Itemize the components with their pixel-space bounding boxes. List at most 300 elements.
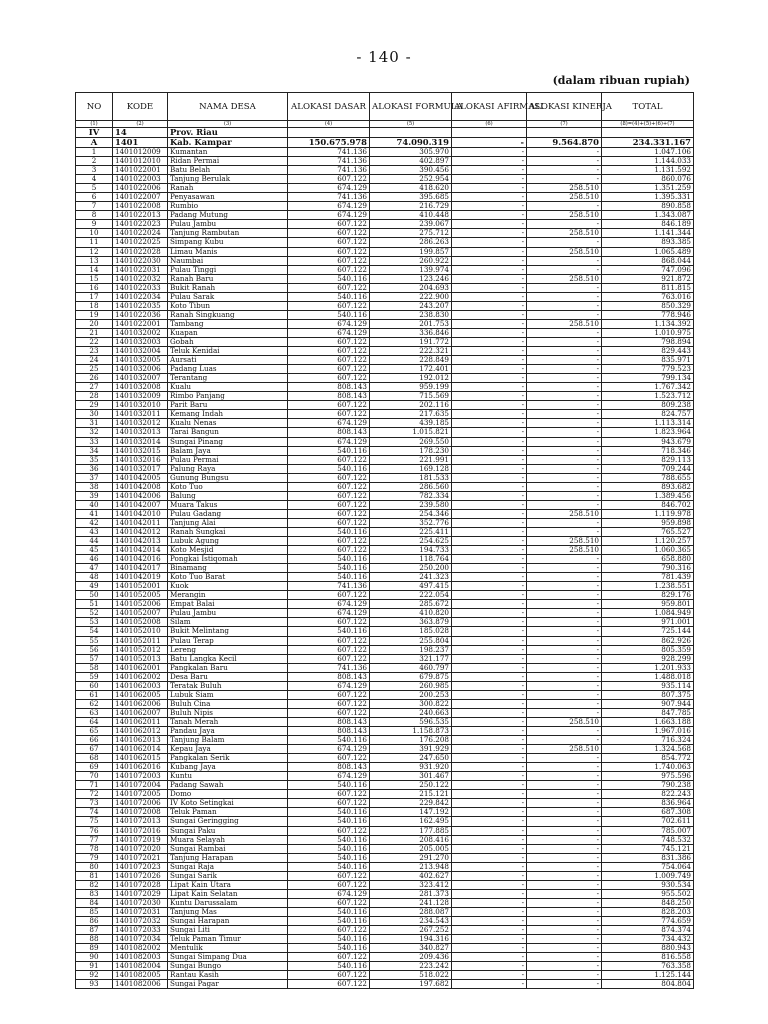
cell-no: 76 bbox=[76, 826, 113, 835]
cell-total: 880.943 bbox=[602, 944, 694, 953]
cell-alokasi-kinerja: 9.564.870 bbox=[527, 138, 602, 148]
cell-kode: 1401022028 bbox=[113, 247, 168, 256]
cell-total: 788.655 bbox=[602, 473, 694, 482]
cell-no: 70 bbox=[76, 772, 113, 781]
cell-nama-desa: Sungai Bungo bbox=[168, 962, 288, 971]
cell-kode: 1401082005 bbox=[113, 971, 168, 980]
cell-total: 774.659 bbox=[602, 916, 694, 925]
cell-nama-desa: Aursati bbox=[168, 356, 288, 365]
cell-nama-desa: Tanjung Alai bbox=[168, 518, 288, 527]
cell-total: 955.502 bbox=[602, 889, 694, 898]
cell-alokasi-kinerja: - bbox=[527, 618, 602, 627]
cell-alokasi-dasar: 607.122 bbox=[288, 473, 370, 482]
cell-alokasi-formula: 418.620 bbox=[370, 184, 452, 193]
cell-kode: 1401022001 bbox=[113, 166, 168, 175]
table-row bbox=[76, 184, 694, 193]
cell-alokasi-formula: 301.467 bbox=[370, 772, 452, 781]
cell-no: 93 bbox=[76, 980, 113, 989]
cell-alokasi-dasar: 674.129 bbox=[288, 745, 370, 754]
cell-alokasi-formula: 222.054 bbox=[370, 591, 452, 600]
cell-no: 2 bbox=[76, 157, 113, 166]
cell-nama-desa: Kualu Nenas bbox=[168, 419, 288, 428]
cell-alokasi-formula: 460.797 bbox=[370, 663, 452, 672]
cell-alokasi-afirmasi: - bbox=[452, 681, 527, 690]
cell-alokasi-dasar: 674.129 bbox=[288, 600, 370, 609]
cell-alokasi-afirmasi bbox=[452, 128, 527, 138]
cell-no: 41 bbox=[76, 509, 113, 518]
cell-alokasi-afirmasi: - bbox=[452, 419, 527, 428]
cell-alokasi-kinerja: - bbox=[527, 148, 602, 157]
cell-alokasi-formula: 172.401 bbox=[370, 365, 452, 374]
cell-alokasi-dasar: 607.122 bbox=[288, 754, 370, 763]
cell-alokasi-dasar: 540.116 bbox=[288, 627, 370, 636]
table-row bbox=[76, 844, 694, 853]
cell-alokasi-dasar: 607.122 bbox=[288, 518, 370, 527]
cell-no: 31 bbox=[76, 419, 113, 428]
cell-kode: 1401052011 bbox=[113, 636, 168, 645]
summary-row bbox=[76, 128, 694, 138]
cell-alokasi-dasar: 607.122 bbox=[288, 509, 370, 518]
cell-nama-desa: Teluk Paman Timur bbox=[168, 935, 288, 944]
cell-nama-desa: Tanah Merah bbox=[168, 717, 288, 726]
cell-nama-desa: IV Koto Setingkai bbox=[168, 799, 288, 808]
cell-alokasi-dasar: 808.143 bbox=[288, 383, 370, 392]
cell-alokasi-dasar: 607.122 bbox=[288, 980, 370, 989]
cell-no: 39 bbox=[76, 491, 113, 500]
cell-kode: 1401032010 bbox=[113, 401, 168, 410]
cell-alokasi-dasar: 741.136 bbox=[288, 148, 370, 157]
cell-alokasi-kinerja: - bbox=[527, 464, 602, 473]
cell-total: 1.144.033 bbox=[602, 157, 694, 166]
cell-alokasi-formula: 239.580 bbox=[370, 500, 452, 509]
cell-alokasi-formula: 931.920 bbox=[370, 763, 452, 772]
cell-alokasi-dasar: 607.122 bbox=[288, 591, 370, 600]
column-index-cell: (4) bbox=[288, 121, 370, 128]
cell-kode: 1401072029 bbox=[113, 889, 168, 898]
cell-alokasi-dasar: 674.129 bbox=[288, 202, 370, 211]
cell-alokasi-afirmasi: - bbox=[452, 374, 527, 383]
table-row bbox=[76, 853, 694, 862]
cell-nama-desa: Pulau Gadang bbox=[168, 509, 288, 518]
cell-no: 5 bbox=[76, 184, 113, 193]
cell-nama-desa: Ranah Singkuang bbox=[168, 310, 288, 319]
cell-alokasi-formula: 202.116 bbox=[370, 401, 452, 410]
cell-alokasi-afirmasi: - bbox=[452, 401, 527, 410]
table-row bbox=[76, 509, 694, 518]
cell-kode: 1401022007 bbox=[113, 193, 168, 202]
cell-nama-desa: Tanjung Rambutan bbox=[168, 229, 288, 238]
cell-alokasi-dasar: 674.129 bbox=[288, 772, 370, 781]
cell-no: 42 bbox=[76, 518, 113, 527]
cell-kode: 1401062003 bbox=[113, 681, 168, 690]
table-row bbox=[76, 645, 694, 654]
cell-alokasi-afirmasi: - bbox=[452, 473, 527, 482]
cell-alokasi-formula: 275.712 bbox=[370, 229, 452, 238]
cell-kode: 1401032017 bbox=[113, 464, 168, 473]
cell-alokasi-kinerja: - bbox=[527, 844, 602, 853]
cell-kode: 1401072006 bbox=[113, 799, 168, 808]
cell-nama-desa: Bukit Melintang bbox=[168, 627, 288, 636]
cell-nama-desa: Parit Baru bbox=[168, 401, 288, 410]
cell-nama-desa: Padang Sawah bbox=[168, 781, 288, 790]
cell-alokasi-formula: 178.230 bbox=[370, 446, 452, 455]
table-row bbox=[76, 871, 694, 880]
cell-kode: 1401032007 bbox=[113, 374, 168, 383]
cell-alokasi-dasar: 607.122 bbox=[288, 971, 370, 980]
cell-alokasi-dasar: 540.116 bbox=[288, 464, 370, 473]
cell-alokasi-afirmasi: - bbox=[452, 518, 527, 527]
cell-alokasi-dasar: 607.122 bbox=[288, 283, 370, 292]
cell-alokasi-formula: 390.456 bbox=[370, 166, 452, 175]
table-row bbox=[76, 392, 694, 401]
cell-alokasi-dasar: 540.116 bbox=[288, 907, 370, 916]
cell-no: 15 bbox=[76, 274, 113, 283]
cell-alokasi-kinerja: - bbox=[527, 663, 602, 672]
cell-alokasi-kinerja: - bbox=[527, 889, 602, 898]
cell-nama-desa: Sungai Geringging bbox=[168, 817, 288, 826]
cell-alokasi-kinerja: - bbox=[527, 283, 602, 292]
cell-alokasi-dasar: 607.122 bbox=[288, 410, 370, 419]
cell-no: 69 bbox=[76, 763, 113, 772]
cell-alokasi-formula: 221.991 bbox=[370, 455, 452, 464]
cell-alokasi-dasar: 150.675.978 bbox=[288, 138, 370, 148]
cell-alokasi-afirmasi: - bbox=[452, 356, 527, 365]
cell-nama-desa: Pulau Terap bbox=[168, 636, 288, 645]
table-row bbox=[76, 808, 694, 817]
cell-total: 1.134.392 bbox=[602, 319, 694, 328]
cell-total: 907.944 bbox=[602, 699, 694, 708]
cell-alokasi-formula: 228.849 bbox=[370, 356, 452, 365]
cell-kode: 1401022036 bbox=[113, 310, 168, 319]
cell-alokasi-kinerja: - bbox=[527, 898, 602, 907]
cell-no: 3 bbox=[76, 166, 113, 175]
cell-total: 1.740.063 bbox=[602, 763, 694, 772]
cell-no: 82 bbox=[76, 880, 113, 889]
cell-total: 930.534 bbox=[602, 880, 694, 889]
table-row bbox=[76, 265, 694, 274]
table-row bbox=[76, 527, 694, 536]
cell-kode: 1401042006 bbox=[113, 491, 168, 500]
table-row bbox=[76, 654, 694, 663]
cell-alokasi-afirmasi: - bbox=[452, 211, 527, 220]
cell-alokasi-formula: 782.334 bbox=[370, 491, 452, 500]
cell-kode: 1401082002 bbox=[113, 944, 168, 953]
cell-alokasi-kinerja: - bbox=[527, 591, 602, 600]
table-row bbox=[76, 211, 694, 220]
cell-kode: 1401042014 bbox=[113, 546, 168, 555]
cell-alokasi-formula: 204.693 bbox=[370, 283, 452, 292]
cell-total: 1.488.018 bbox=[602, 672, 694, 681]
cell-total: 1.125.144 bbox=[602, 971, 694, 980]
cell-kode: 1401042011 bbox=[113, 518, 168, 527]
cell-total: 805.359 bbox=[602, 645, 694, 654]
cell-alokasi-afirmasi: - bbox=[452, 826, 527, 835]
cell-kode: 1401072031 bbox=[113, 907, 168, 916]
cell-kode: 1401022033 bbox=[113, 283, 168, 292]
cell-kode: 1401052010 bbox=[113, 627, 168, 636]
cell-alokasi-kinerja: - bbox=[527, 609, 602, 618]
cell-alokasi-formula: 410.448 bbox=[370, 211, 452, 220]
cell-alokasi-kinerja: - bbox=[527, 935, 602, 944]
cell-nama-desa: Tanjung Mas bbox=[168, 907, 288, 916]
table-row bbox=[76, 229, 694, 238]
cell-nama-desa: Ranah bbox=[168, 184, 288, 193]
cell-alokasi-kinerja: - bbox=[527, 392, 602, 401]
cell-alokasi-dasar: 607.122 bbox=[288, 238, 370, 247]
cell-alokasi-afirmasi: - bbox=[452, 229, 527, 238]
cell-alokasi-kinerja: - bbox=[527, 527, 602, 536]
cell-nama-desa: Gunung Bungsu bbox=[168, 473, 288, 482]
cell-alokasi-afirmasi: - bbox=[452, 184, 527, 193]
cell-alokasi-kinerja: - bbox=[527, 862, 602, 871]
table-row bbox=[76, 374, 694, 383]
cell-total: 959.898 bbox=[602, 518, 694, 527]
table-row bbox=[76, 401, 694, 410]
cell-total: 1.010.975 bbox=[602, 328, 694, 337]
cell-alokasi-kinerja: - bbox=[527, 401, 602, 410]
cell-alokasi-formula: 596.535 bbox=[370, 717, 452, 726]
cell-alokasi-dasar: 674.129 bbox=[288, 184, 370, 193]
cell-alokasi-afirmasi: - bbox=[452, 962, 527, 971]
cell-alokasi-afirmasi: - bbox=[452, 238, 527, 247]
cell-kode: 1401032002 bbox=[113, 328, 168, 337]
cell-alokasi-kinerja: - bbox=[527, 310, 602, 319]
cell-alokasi-afirmasi: - bbox=[452, 672, 527, 681]
cell-kode: 1401072016 bbox=[113, 826, 168, 835]
cell-total: 1.060.365 bbox=[602, 546, 694, 555]
cell-no: 90 bbox=[76, 953, 113, 962]
header-alokasi-dasar: ALOKASI DASAR bbox=[288, 93, 370, 121]
cell-alokasi-kinerja: - bbox=[527, 410, 602, 419]
cell-alokasi-dasar: 808.143 bbox=[288, 763, 370, 772]
cell-nama-desa: Rumbio bbox=[168, 202, 288, 211]
cell-nama-desa: Gobah bbox=[168, 337, 288, 346]
cell-no: 20 bbox=[76, 319, 113, 328]
cell-nama-desa: Kuok bbox=[168, 582, 288, 591]
table-row bbox=[76, 699, 694, 708]
cell-alokasi-dasar: 607.122 bbox=[288, 654, 370, 663]
cell-nama-desa: Domo bbox=[168, 790, 288, 799]
cell-nama-desa: Tanjung Balam bbox=[168, 736, 288, 745]
cell-kode: 1401042016 bbox=[113, 555, 168, 564]
cell-nama-desa: Silam bbox=[168, 618, 288, 627]
cell-alokasi-afirmasi: - bbox=[452, 844, 527, 853]
cell-kode: 1401062012 bbox=[113, 727, 168, 736]
cell-kode: 1401032012 bbox=[113, 419, 168, 428]
cell-alokasi-afirmasi: - bbox=[452, 808, 527, 817]
cell-kode: 1401042019 bbox=[113, 573, 168, 582]
cell-nama-desa: Pongkai Istiqomah bbox=[168, 555, 288, 564]
cell-nama-desa: Padang Luas bbox=[168, 365, 288, 374]
column-index-cell: (3) bbox=[168, 121, 288, 128]
cell-alokasi-dasar: 540.116 bbox=[288, 555, 370, 564]
cell-alokasi-dasar: 607.122 bbox=[288, 491, 370, 500]
header-alokasi-afirmasi: ALOKASI AFIRMASI bbox=[452, 93, 527, 121]
table-row bbox=[76, 880, 694, 889]
cell-no: 12 bbox=[76, 247, 113, 256]
cell-nama-desa: Tanjung Berulak bbox=[168, 175, 288, 184]
cell-alokasi-formula: 194.733 bbox=[370, 546, 452, 555]
cell-total: 828.203 bbox=[602, 907, 694, 916]
cell-alokasi-formula: 288.087 bbox=[370, 907, 452, 916]
cell-alokasi-formula: 222.321 bbox=[370, 347, 452, 356]
cell-total: 975.596 bbox=[602, 772, 694, 781]
cell-alokasi-afirmasi: - bbox=[452, 736, 527, 745]
cell-no: 19 bbox=[76, 310, 113, 319]
cell-kode: 1401072020 bbox=[113, 844, 168, 853]
cell-no: 72 bbox=[76, 790, 113, 799]
cell-alokasi-dasar: 607.122 bbox=[288, 699, 370, 708]
cell-alokasi-kinerja: - bbox=[527, 953, 602, 962]
cell-kode: 1401022023 bbox=[113, 220, 168, 229]
cell-alokasi-dasar: 808.143 bbox=[288, 672, 370, 681]
table-row bbox=[76, 663, 694, 672]
cell-kode: 1401022030 bbox=[113, 256, 168, 265]
cell-alokasi-formula: 198.237 bbox=[370, 645, 452, 654]
cell-alokasi-kinerja: - bbox=[527, 383, 602, 392]
cell-nama-desa: Pulau Tinggi bbox=[168, 265, 288, 274]
cell-alokasi-formula: 181.533 bbox=[370, 473, 452, 482]
cell-total: 848.250 bbox=[602, 898, 694, 907]
cell-alokasi-kinerja: - bbox=[527, 681, 602, 690]
cell-nama-desa: Rantau Kasih bbox=[168, 971, 288, 980]
cell-total: 765.527 bbox=[602, 527, 694, 536]
cell-nama-desa: Teratak Buluh bbox=[168, 681, 288, 690]
cell-alokasi-kinerja: - bbox=[527, 473, 602, 482]
cell-no: 34 bbox=[76, 446, 113, 455]
cell-alokasi-dasar: 607.122 bbox=[288, 953, 370, 962]
table-row bbox=[76, 564, 694, 573]
cell-no: 9 bbox=[76, 220, 113, 229]
cell-alokasi-dasar: 540.116 bbox=[288, 962, 370, 971]
cell-no: 16 bbox=[76, 283, 113, 292]
cell-kode: 1401062015 bbox=[113, 754, 168, 763]
cell-alokasi-dasar: 674.129 bbox=[288, 437, 370, 446]
table-row bbox=[76, 790, 694, 799]
cell-total: 921.872 bbox=[602, 274, 694, 283]
cell-kode: 1401032014 bbox=[113, 437, 168, 446]
cell-alokasi-formula: 238.830 bbox=[370, 310, 452, 319]
cell-alokasi-formula: 247.650 bbox=[370, 754, 452, 763]
cell-alokasi-formula: 250.122 bbox=[370, 781, 452, 790]
cell-alokasi-dasar: 607.122 bbox=[288, 645, 370, 654]
cell-alokasi-dasar: 540.116 bbox=[288, 944, 370, 953]
cell-no: 4 bbox=[76, 175, 113, 184]
cell-no: 61 bbox=[76, 690, 113, 699]
cell-total bbox=[602, 128, 694, 138]
cell-total: 935.114 bbox=[602, 681, 694, 690]
cell-alokasi-formula: 252.954 bbox=[370, 175, 452, 184]
cell-no: 55 bbox=[76, 636, 113, 645]
cell-nama-desa: Sungai Harapan bbox=[168, 916, 288, 925]
cell-nama-desa: Teluk Paman bbox=[168, 808, 288, 817]
cell-alokasi-formula: 391.929 bbox=[370, 745, 452, 754]
table-row bbox=[76, 410, 694, 419]
cell-nama-desa: Empat Balai bbox=[168, 600, 288, 609]
cell-alokasi-formula: 123.246 bbox=[370, 274, 452, 283]
cell-alokasi-dasar: 540.116 bbox=[288, 564, 370, 573]
cell-alokasi-dasar: 540.116 bbox=[288, 292, 370, 301]
cell-alokasi-kinerja: - bbox=[527, 763, 602, 772]
cell-total: 811.815 bbox=[602, 283, 694, 292]
table-row bbox=[76, 328, 694, 337]
cell-alokasi-kinerja: 258.510 bbox=[527, 274, 602, 283]
cell-alokasi-kinerja: - bbox=[527, 564, 602, 573]
cell-alokasi-afirmasi: - bbox=[452, 256, 527, 265]
cell-alokasi-afirmasi: - bbox=[452, 428, 527, 437]
cell-nama-desa: Koto Mesjid bbox=[168, 546, 288, 555]
cell-kode: 1401062016 bbox=[113, 763, 168, 772]
table-row bbox=[76, 672, 694, 681]
cell-alokasi-dasar: 607.122 bbox=[288, 220, 370, 229]
cell-alokasi-dasar: 540.116 bbox=[288, 916, 370, 925]
cell-total: 943.679 bbox=[602, 437, 694, 446]
cell-alokasi-afirmasi: - bbox=[452, 546, 527, 555]
cell-alokasi-afirmasi: - bbox=[452, 618, 527, 627]
cell-nama-desa: Lereng bbox=[168, 645, 288, 654]
cell-alokasi-dasar: 540.116 bbox=[288, 310, 370, 319]
cell-no: 11 bbox=[76, 238, 113, 247]
cell-total: 1.113.314 bbox=[602, 419, 694, 428]
cell-alokasi-formula: 200.253 bbox=[370, 690, 452, 699]
cell-no: 66 bbox=[76, 736, 113, 745]
table-row bbox=[76, 455, 694, 464]
cell-no: 88 bbox=[76, 935, 113, 944]
cell-no: 89 bbox=[76, 944, 113, 953]
cell-no: 27 bbox=[76, 383, 113, 392]
cell-alokasi-dasar: 607.122 bbox=[288, 708, 370, 717]
cell-alokasi-dasar: 607.122 bbox=[288, 898, 370, 907]
table-row bbox=[76, 862, 694, 871]
cell-kode: 1401022025 bbox=[113, 238, 168, 247]
table-row bbox=[76, 600, 694, 609]
cell-alokasi-kinerja: 258.510 bbox=[527, 211, 602, 220]
cell-no: 38 bbox=[76, 482, 113, 491]
cell-alokasi-afirmasi: - bbox=[452, 509, 527, 518]
cell-kode: 1401072023 bbox=[113, 862, 168, 871]
cell-alokasi-kinerja: - bbox=[527, 944, 602, 953]
cell-alokasi-dasar: 607.122 bbox=[288, 790, 370, 799]
cell-alokasi-dasar: 674.129 bbox=[288, 328, 370, 337]
table-row bbox=[76, 482, 694, 491]
cell-alokasi-afirmasi: - bbox=[452, 654, 527, 663]
cell-kode: 1401032009 bbox=[113, 392, 168, 401]
column-index-cell: (2) bbox=[113, 121, 168, 128]
table-row bbox=[76, 283, 694, 292]
cell-alokasi-dasar: 674.129 bbox=[288, 319, 370, 328]
cell-alokasi-dasar: 741.136 bbox=[288, 663, 370, 672]
cell-alokasi-kinerja: 258.510 bbox=[527, 546, 602, 555]
cell-no: 64 bbox=[76, 717, 113, 726]
cell-kode: 1401082004 bbox=[113, 962, 168, 971]
cell-kode: 1401 bbox=[113, 138, 168, 148]
column-index-row bbox=[76, 121, 694, 128]
cell-alokasi-dasar: 540.116 bbox=[288, 808, 370, 817]
table-row bbox=[76, 935, 694, 944]
cell-alokasi-kinerja: - bbox=[527, 790, 602, 799]
table-row bbox=[76, 337, 694, 346]
cell-total: 807.375 bbox=[602, 690, 694, 699]
table-row bbox=[76, 518, 694, 527]
table-row bbox=[76, 319, 694, 328]
cell-total: 748.532 bbox=[602, 835, 694, 844]
cell-alokasi-formula: 222.900 bbox=[370, 292, 452, 301]
cell-alokasi-formula: 959.199 bbox=[370, 383, 452, 392]
cell-alokasi-dasar: 607.122 bbox=[288, 374, 370, 383]
cell-kode: 1401032005 bbox=[113, 356, 168, 365]
cell-alokasi-dasar: 540.116 bbox=[288, 817, 370, 826]
cell-alokasi-dasar: 674.129 bbox=[288, 889, 370, 898]
